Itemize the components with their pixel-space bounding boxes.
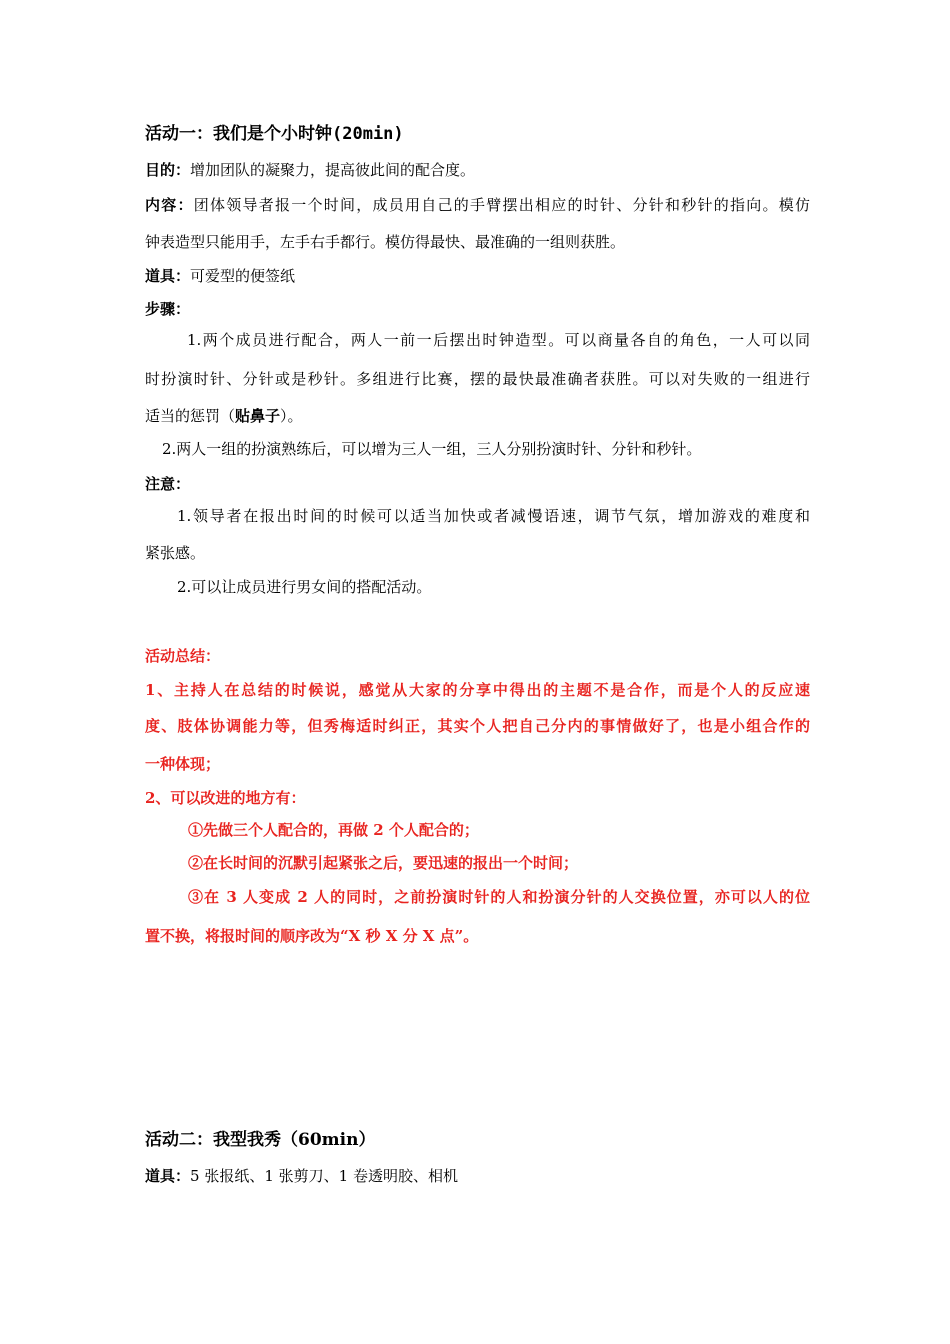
content-line-1 (145, 195, 810, 215)
activity2-props-line (145, 1166, 810, 1186)
summary-item1-line-3: 一种体现； (145, 755, 221, 773)
activity1-title-text: 活动一：我们是个小时钟 (145, 124, 332, 144)
activity2-title: 活动二：我型我秀（60min） (145, 1130, 376, 1150)
summary-item1-line-1: 1、主持人在总结的时候说，感觉从大家的分享中得出的主题不是合作，而是个人的反应速 (145, 681, 810, 699)
summary-sub3-line-2: 置不换，将报时间的顺序改为“X 秒 X 分 X 点”。 (145, 927, 479, 945)
content-line-2 (145, 232, 810, 252)
steps-label: 步骤： (145, 300, 191, 318)
note1-line-1: 1.领导者在报出时间的时候可以适当加快或者减慢语速，调节气氛，增加游戏的难度和 (177, 507, 810, 525)
props-label: 道具： (145, 267, 191, 285)
summary-sub3-line-1: ③在 3 人变成 2 人的同时，之前扮演时针的人和扮演分针的人交换位置，亦可以人的位 (188, 888, 810, 906)
note2-line: 2.可以让成员进行男女间的搭配活动。 (177, 578, 432, 596)
notes-label: 注意： (145, 475, 191, 493)
activity1-title (145, 124, 810, 144)
content-label: 内容： (145, 196, 194, 214)
summary-sub2: ②在长时间的沉默引起紧张之后，要迅速的报出一个时间； (188, 854, 579, 872)
activity1-title-time: (20min) (332, 124, 404, 144)
step1-line-3 (145, 406, 810, 426)
summary-label: 活动总结： (145, 647, 221, 665)
content-text-1: 团体领导者报一个时间，成员用自己的手臂摆出相应的时针、分针和秒针的指向。模仿 (193, 196, 810, 214)
activity2-props-text: 5 张报纸、1 张剪刀、1 卷透明胶、相机 (190, 1167, 458, 1185)
purpose-text: 增加团队的凝聚力，提高彼此间的配合度。 (190, 161, 476, 179)
props-line (145, 266, 810, 286)
step1-line-3-prefix: 适当的惩罚（ (145, 407, 236, 425)
step1-line-3-bold: 贴鼻子 (235, 407, 281, 425)
summary-item1-line-2: 度、肢体协调能力等，但秀梅适时纠正，其实个人把自己分内的事情做好了，也是小组合作的 (145, 717, 810, 735)
activity2-props-label: 道具： (145, 1167, 191, 1185)
purpose-line (145, 160, 810, 180)
step1-line-3-suffix: ）。 (280, 407, 303, 425)
summary-item2: 2、可以改进的地方有： (145, 789, 306, 807)
props-text: 可爱型的便签纸 (190, 267, 296, 285)
step1-line-2: 时扮演时针、分针或是秒针。多组进行比赛，摆的最快最准确者获胜。可以对失败的一组进行 (145, 370, 810, 388)
content-text-2: 钟表造型只能用手，左手右手都行。模仿得最快、最准确的一组则获胜。 (145, 233, 626, 251)
purpose-label: 目的： (145, 161, 191, 179)
step2-line: 2.两人一组的扮演熟练后，可以增为三人一组，三人分别扮演时针、分针和秒针。 (162, 440, 702, 458)
summary-sub1: ①先做三个人配合的，再做 2 个人配合的； (188, 821, 479, 839)
note1-line-2: 紧张感。 (145, 544, 206, 562)
step1-line-1: 1.两个成员进行配合，两人一前一后摆出时钟造型。可以商量各自的角色，一人可以同 (187, 331, 810, 349)
